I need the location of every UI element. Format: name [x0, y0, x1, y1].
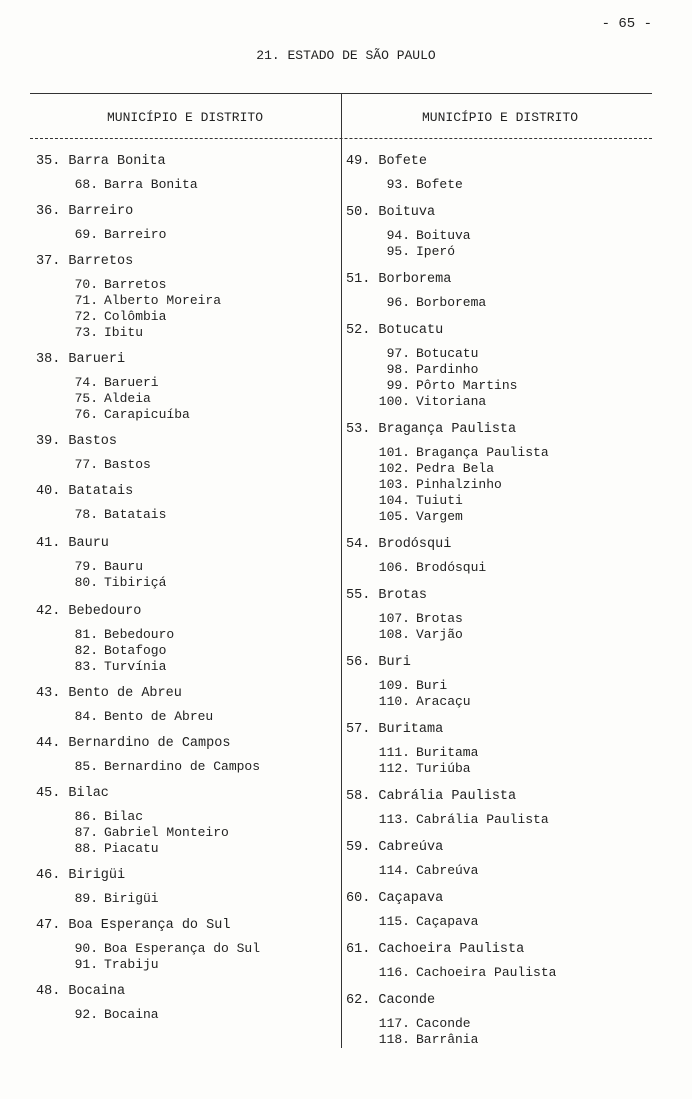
district-name: Aracaçu	[416, 694, 471, 709]
district-item	[36, 407, 336, 423]
district-item	[36, 841, 336, 857]
district-number: 83.	[74, 659, 98, 674]
district-name: Bastos	[104, 457, 151, 472]
district-item	[346, 1016, 646, 1032]
district-number: 94.	[386, 228, 410, 243]
district-name: Batatais	[104, 507, 167, 522]
district-item	[346, 394, 646, 410]
district-list	[346, 445, 646, 525]
municipality-name: 44. Bernardino de Campos	[36, 736, 231, 751]
municipality-name: 37. Barretos	[36, 254, 134, 269]
municipality-name: 52. Botucatu	[346, 323, 444, 338]
district-name: Iperó	[416, 244, 456, 259]
district-item	[346, 965, 646, 981]
district-name: Bilac	[104, 809, 144, 824]
municipality-entry	[36, 786, 336, 857]
district-item	[346, 1032, 646, 1048]
right-column	[346, 154, 646, 1048]
district-name: Vargem	[416, 509, 463, 524]
municipality-entry	[36, 352, 336, 423]
district-number: 88.	[74, 841, 98, 856]
district-name: Carapicuíba	[104, 407, 190, 422]
district-item	[346, 863, 646, 879]
district-item	[346, 560, 646, 576]
district-number: 80.	[74, 575, 98, 590]
district-list	[36, 627, 336, 675]
district-list	[346, 228, 646, 260]
district-list	[36, 507, 336, 523]
municipality-entry	[346, 537, 646, 576]
municipality-entry	[346, 154, 646, 193]
district-item	[346, 812, 646, 828]
municipality-name: 61. Cachoeira Paulista	[346, 942, 525, 957]
district-item	[36, 627, 336, 643]
district-number: 97.	[386, 346, 410, 361]
municipality-name: 40. Batatais	[36, 484, 134, 499]
district-name: Caçapava	[416, 914, 479, 929]
district-item	[36, 277, 336, 293]
district-number: 111.	[378, 745, 410, 760]
district-item	[346, 295, 646, 311]
district-name: Pedra Bela	[416, 461, 495, 476]
district-name: Barra Bonita	[104, 177, 198, 192]
district-list	[36, 809, 336, 857]
district-list	[36, 375, 336, 423]
district-name: Birigüi	[104, 891, 159, 906]
municipality-entry	[36, 434, 336, 473]
district-name: Piacatu	[104, 841, 159, 856]
municipality-entry	[346, 840, 646, 879]
district-list	[346, 914, 646, 930]
district-number: 72.	[74, 309, 98, 324]
district-name: Brodósqui	[416, 560, 487, 575]
district-item	[346, 493, 646, 509]
district-list	[36, 457, 336, 473]
municipality-name: 35. Barra Bonita	[36, 154, 166, 169]
municipality-entry	[346, 655, 646, 710]
district-name: Bernardino de Campos	[104, 759, 261, 774]
municipality-name: 45. Bilac	[36, 786, 109, 801]
district-name: Brotas	[416, 611, 463, 626]
municipality-entry	[36, 918, 336, 973]
district-name: Cabreúva	[416, 863, 479, 878]
district-item	[346, 346, 646, 362]
district-number: 96.	[386, 295, 410, 310]
municipality-entry	[346, 993, 646, 1048]
municipality-name: 55. Brotas	[346, 588, 428, 603]
district-item	[36, 309, 336, 325]
municipality-name: 36. Barreiro	[36, 204, 134, 219]
district-list	[36, 709, 336, 725]
district-name: Caconde	[416, 1016, 471, 1031]
district-name: Bebedouro	[104, 627, 175, 642]
municipality-name: 54. Brodósqui	[346, 537, 452, 552]
municipality-name: 46. Birigüi	[36, 868, 126, 883]
district-number: 74.	[74, 375, 98, 390]
district-number: 84.	[74, 709, 98, 724]
district-name: Turvínia	[104, 659, 167, 674]
municipality-name: 60. Caçapava	[346, 891, 444, 906]
district-name: Barretos	[104, 277, 167, 292]
column-header-right: MUNICÍPIO E DISTRITO	[421, 110, 579, 125]
district-item	[36, 825, 336, 841]
district-number: 92.	[74, 1007, 98, 1022]
district-name: Cachoeira Paulista	[416, 965, 557, 980]
district-name: Bragança Paulista	[416, 445, 549, 460]
district-number: 113.	[378, 812, 410, 827]
district-list	[36, 277, 336, 341]
municipality-entry	[36, 736, 336, 775]
district-name: Boituva	[416, 228, 471, 243]
district-item	[346, 694, 646, 710]
district-item	[36, 293, 336, 309]
municipality-name: 56. Buri	[346, 655, 411, 670]
municipality-entry	[346, 722, 646, 777]
district-number: 81.	[74, 627, 98, 642]
municipality-entry	[346, 942, 646, 981]
district-item	[36, 1007, 336, 1023]
district-name: Pinhalzinho	[416, 477, 502, 492]
district-number: 110.	[378, 694, 410, 709]
district-item	[36, 391, 336, 407]
column-divider	[341, 93, 342, 1048]
district-name: Barreiro	[104, 227, 167, 242]
district-name: Ibitu	[104, 325, 144, 340]
municipality-name: 57. Buritama	[346, 722, 444, 737]
district-name: Botafogo	[104, 643, 167, 658]
district-number: 112.	[378, 761, 410, 776]
municipality-entry	[36, 154, 336, 193]
district-item	[36, 709, 336, 725]
district-list	[346, 611, 646, 643]
municipality-entry	[36, 536, 336, 591]
district-list	[36, 559, 336, 591]
district-number: 76.	[74, 407, 98, 422]
district-list	[36, 227, 336, 243]
district-name: Vitoriana	[416, 394, 487, 409]
district-number: 98.	[386, 362, 410, 377]
district-item	[36, 559, 336, 575]
district-list	[346, 812, 646, 828]
district-list	[36, 177, 336, 193]
district-number: 71.	[74, 293, 98, 308]
district-number: 86.	[74, 809, 98, 824]
municipality-name: 53. Bragança Paulista	[346, 422, 517, 437]
municipality-name: 48. Bocaina	[36, 984, 126, 999]
district-item	[36, 659, 336, 675]
district-item	[346, 362, 646, 378]
district-item	[36, 457, 336, 473]
district-number: 105.	[378, 509, 410, 524]
district-item	[36, 941, 336, 957]
column-header-left: MUNICÍPIO E DISTRITO	[106, 110, 264, 125]
district-number: 115.	[378, 914, 410, 929]
district-number: 70.	[74, 277, 98, 292]
district-item	[36, 643, 336, 659]
municipality-name: 51. Borborema	[346, 272, 452, 287]
district-list	[346, 1016, 646, 1048]
district-number: 107.	[378, 611, 410, 626]
district-number: 101.	[378, 445, 410, 460]
district-number: 116.	[378, 965, 410, 980]
district-item	[36, 507, 336, 523]
district-number: 93.	[386, 177, 410, 192]
district-name: Bento de Abreu	[104, 709, 214, 724]
district-number: 82.	[74, 643, 98, 658]
district-list	[346, 678, 646, 710]
district-number: 118.	[378, 1032, 410, 1047]
district-name: Aldeia	[104, 391, 151, 406]
district-number: 103.	[378, 477, 410, 492]
district-number: 95.	[386, 244, 410, 259]
district-list	[36, 1007, 336, 1023]
district-name: Boa Esperança do Sul	[104, 941, 261, 956]
municipality-entry	[346, 272, 646, 311]
district-item	[346, 627, 646, 643]
district-item	[346, 477, 646, 493]
district-item	[346, 244, 646, 260]
district-item	[36, 957, 336, 973]
municipality-entry	[346, 789, 646, 828]
municipality-entry	[36, 204, 336, 243]
municipality-name: 47. Boa Esperança do Sul	[36, 918, 231, 933]
district-list	[346, 346, 646, 410]
district-number: 69.	[74, 227, 98, 242]
municipality-name: 39. Bastos	[36, 434, 118, 449]
district-item	[346, 914, 646, 930]
district-number: 78.	[74, 507, 98, 522]
district-name: Botucatu	[416, 346, 479, 361]
district-item	[346, 761, 646, 777]
district-item	[346, 378, 646, 394]
municipality-name: 42. Bebedouro	[36, 604, 142, 619]
district-name: Gabriel Monteiro	[104, 825, 229, 840]
district-number: 117.	[378, 1016, 410, 1031]
district-name: Bofete	[416, 177, 463, 192]
district-number: 106.	[378, 560, 410, 575]
municipality-entry	[36, 686, 336, 725]
district-name: Pôrto Martins	[416, 378, 518, 393]
district-number: 100.	[378, 394, 410, 409]
district-item	[346, 445, 646, 461]
municipality-name: 62. Caconde	[346, 993, 436, 1008]
district-item	[346, 611, 646, 627]
district-name: Colômbia	[104, 309, 167, 324]
district-name: Cabrália Paulista	[416, 812, 549, 827]
district-list	[36, 759, 336, 775]
district-list	[36, 941, 336, 973]
district-number: 77.	[74, 457, 98, 472]
municipality-name: 41. Bauru	[36, 536, 109, 551]
district-item	[346, 228, 646, 244]
municipality-entry	[36, 604, 336, 675]
district-number: 90.	[74, 941, 98, 956]
district-item	[36, 891, 336, 907]
district-number: 73.	[74, 325, 98, 340]
district-number: 87.	[74, 825, 98, 840]
municipality-entry	[36, 484, 336, 523]
district-item	[36, 575, 336, 591]
district-name: Turiúba	[416, 761, 471, 776]
district-item	[36, 375, 336, 391]
document-title: 21. ESTADO DE SÃO PAULO	[256, 48, 436, 63]
district-item	[36, 227, 336, 243]
district-item	[346, 678, 646, 694]
district-name: Trabiju	[104, 957, 159, 972]
municipality-entry	[36, 984, 336, 1023]
district-list	[346, 177, 646, 193]
municipality-entry	[346, 891, 646, 930]
district-name: Tibiriçá	[104, 575, 167, 590]
district-name: Varjão	[416, 627, 463, 642]
district-number: 102.	[378, 461, 410, 476]
municipality-entry	[346, 588, 646, 643]
page-number: - 65 -	[601, 16, 652, 32]
municipality-entry	[36, 254, 336, 341]
district-number: 114.	[378, 863, 410, 878]
district-name: Buri	[416, 678, 448, 693]
district-name: Bocaina	[104, 1007, 159, 1022]
district-item	[346, 745, 646, 761]
municipality-name: 50. Boituva	[346, 205, 436, 220]
district-item	[346, 177, 646, 193]
district-list	[346, 560, 646, 576]
district-list	[346, 863, 646, 879]
municipality-name: 58. Cabrália Paulista	[346, 789, 517, 804]
municipality-name: 49. Bofete	[346, 154, 428, 169]
municipality-name: 43. Bento de Abreu	[36, 686, 182, 701]
district-name: Barrânia	[416, 1032, 479, 1047]
district-name: Barueri	[104, 375, 159, 390]
municipality-name: 38. Barueri	[36, 352, 126, 367]
district-name: Borborema	[416, 295, 487, 310]
district-item	[36, 759, 336, 775]
district-name: Pardinho	[416, 362, 479, 377]
municipality-name: 59. Cabreúva	[346, 840, 444, 855]
district-item	[346, 509, 646, 525]
district-item	[36, 809, 336, 825]
district-list	[346, 965, 646, 981]
left-column	[36, 154, 336, 1023]
municipality-entry	[346, 205, 646, 260]
district-name: Alberto Moreira	[104, 293, 222, 308]
district-name: Tuiuti	[416, 493, 463, 508]
district-name: Bauru	[104, 559, 144, 574]
district-number: 104.	[378, 493, 410, 508]
district-item	[36, 325, 336, 341]
municipality-entry	[346, 422, 646, 525]
district-number: 79.	[74, 559, 98, 574]
district-number: 68.	[74, 177, 98, 192]
district-number: 108.	[378, 627, 410, 642]
district-list	[36, 891, 336, 907]
municipality-entry	[36, 868, 336, 907]
district-number: 75.	[74, 391, 98, 406]
district-number: 109.	[378, 678, 410, 693]
district-number: 91.	[74, 957, 98, 972]
district-number: 89.	[74, 891, 98, 906]
district-item	[36, 177, 336, 193]
district-number: 99.	[386, 378, 410, 393]
district-number: 85.	[74, 759, 98, 774]
district-item	[346, 461, 646, 477]
municipality-entry	[346, 323, 646, 410]
district-name: Buritama	[416, 745, 479, 760]
district-list	[346, 745, 646, 777]
district-list	[346, 295, 646, 311]
